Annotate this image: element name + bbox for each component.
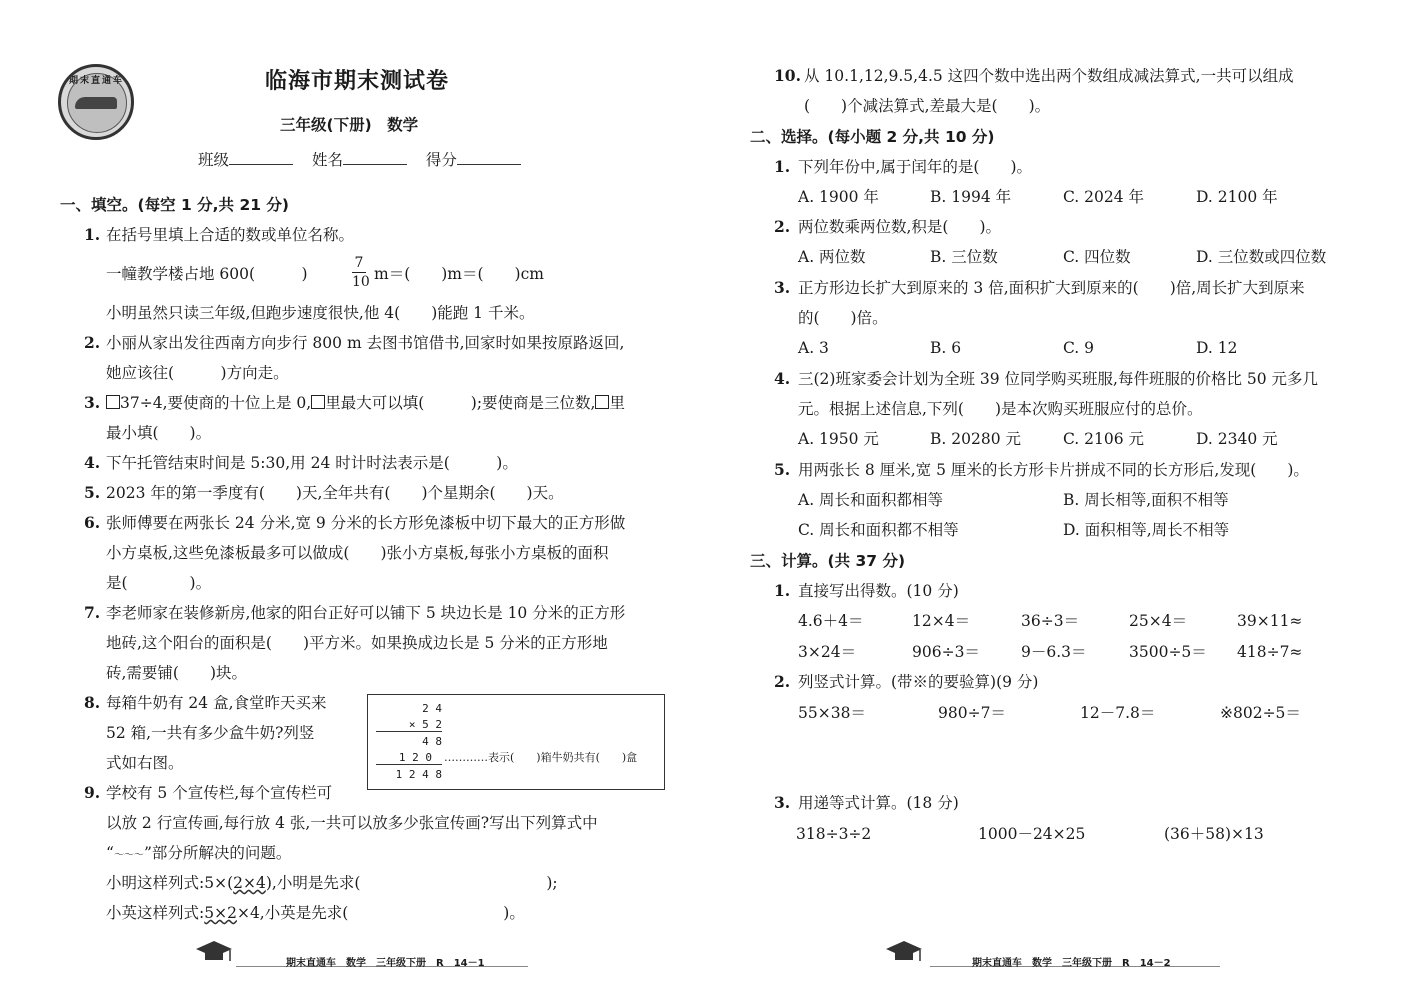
k1-r2-item: 906÷3＝	[912, 643, 980, 661]
c3-option-a[interactable]: A. 3	[798, 339, 829, 357]
right-page	[708, 0, 1415, 1000]
q9-line3-text: ”部分所解决的问题。	[143, 844, 292, 862]
k1-r1-item: 39×11≈	[1237, 612, 1303, 630]
k3-number: 3.	[774, 793, 791, 812]
train-icon	[75, 97, 117, 109]
calc-note: …………表示( )箱牛奶共有( )盒	[444, 751, 638, 764]
c4-option-b[interactable]: B. 20280 元	[930, 430, 1021, 448]
blank-square	[595, 395, 609, 409]
score-field[interactable]	[457, 150, 521, 165]
q6-line3: 是( )。	[106, 574, 212, 592]
q3-part-c: 里	[609, 394, 625, 412]
q2-line2: 她应该往( )方向走。	[106, 364, 289, 382]
q4-text: 下午托管结束时间是 5:30,用 24 时计时法表示是( )。	[106, 454, 518, 472]
fraction-denominator: 10	[352, 274, 370, 290]
q7-number: 7.	[84, 603, 101, 622]
class-field[interactable]	[229, 150, 293, 165]
k3-item: (36＋58)×13	[1164, 825, 1264, 843]
q9-line3	[106, 843, 291, 866]
q3-part-b: 里最大可以填( );要使商是三位数,	[325, 394, 596, 412]
info-line	[198, 150, 521, 170]
logo-text: 期末直通车	[69, 76, 125, 86]
k1-r2-item: 418÷7≈	[1237, 643, 1303, 661]
fraction-numerator: 7	[354, 255, 364, 271]
q1-text: 在括号里填上合适的数或单位名称。	[106, 226, 355, 244]
calc-row-4: 1 2 0	[398, 751, 432, 764]
q9-line4-a: 小明这样列式:5×(	[106, 874, 234, 892]
q10-line1: 从 10.1,12,9.5,4.5 这四个数中选出两个数组成减法算式,一共可以组成	[804, 67, 1294, 85]
c2-option-d[interactable]: D. 三位数或四位数	[1196, 248, 1327, 266]
k1-text: 直接写出得数。(10 分)	[798, 582, 959, 600]
q6-line1: 张师傅要在两张长 24 分米,宽 9 分米的长方形免漆板中切下最大的正方形做	[106, 514, 626, 532]
q2-number: 2.	[84, 333, 101, 352]
q9-line5-a: 小英这样列式:	[106, 904, 205, 922]
q9-line5	[106, 903, 525, 923]
page-subtitle: 三年级(下册) 数学	[280, 116, 419, 134]
c5-text: 用两张长 8 厘米,宽 5 厘米的长方形卡片拼成不同的长方形后,发现( )。	[798, 461, 1309, 479]
q8-line1: 每箱牛奶有 24 盒,食堂昨天买来	[106, 694, 327, 712]
q9-line1: 学校有 5 个宣传栏,每个宣传栏可	[106, 784, 333, 802]
q6-line2: 小方桌板,这些免漆板最多可以做成( )张小方桌板,每张小方桌板的面积	[106, 544, 609, 562]
c4-line2: 元。根据上述信息,下列( )是本次购买班服应付的总价。	[798, 400, 1203, 418]
q1-line2: 小明虽然只读三年级,但跑步速度很快,他 4( )能跑 1 千米。	[106, 304, 535, 322]
c1-option-a[interactable]: A. 1900 年	[798, 188, 879, 206]
blank-square	[106, 395, 120, 409]
k3-item: 318÷3÷2	[796, 825, 872, 843]
q1-fraction	[352, 255, 370, 290]
section-calculation: 三、计算。(共 37 分)	[750, 552, 906, 570]
q6-number: 6.	[84, 513, 101, 532]
q7-line1: 李老师家在装修新房,他家的阳台正好可以铺下 5 块边长是 10 分米的正方形	[106, 604, 626, 622]
score-label: 得分	[425, 151, 457, 169]
c3-line2: 的( )倍。	[798, 309, 888, 327]
c1-option-c[interactable]: C. 2024 年	[1063, 188, 1145, 206]
q9-line2: 以放 2 行宣传画,每行放 4 张,一共可以放多少张宣传画?写出下列算式中	[106, 814, 598, 832]
q4-number: 4.	[84, 453, 101, 472]
c5-option-a[interactable]: A. 周长和面积都相等	[798, 491, 944, 509]
c4-number: 4.	[774, 369, 791, 388]
calc-row-5: 1 2 4 8	[395, 768, 442, 781]
c2-text: 两位数乘两位数,积是( )。	[798, 218, 1002, 236]
class-label: 班级	[198, 151, 230, 169]
q9-number: 9.	[84, 783, 101, 802]
wavy-mark: ～～～	[113, 850, 144, 861]
c5-option-c[interactable]: C. 周长和面积都不相等	[798, 521, 959, 539]
k2-item: 55×38＝	[798, 704, 866, 722]
c3-option-b[interactable]: B. 6	[930, 339, 962, 357]
k3-item: 1000－24×25	[978, 825, 1086, 843]
q10-line2: ( )个减法算式,差最大是( )。	[804, 97, 1051, 115]
q8-line2: 52 箱,一共有多少盒牛奶?列竖	[106, 724, 315, 742]
c4-line1: 三(2)班家委会计划为全班 39 位同学购买班服,每件班服的价格比 50 元多几	[798, 370, 1319, 388]
calc-row-2: × 5 2	[408, 718, 442, 731]
k1-r1-item: 25×4＝	[1129, 612, 1188, 630]
q3-line1	[106, 393, 625, 413]
k1-r2-item: 3500÷5＝	[1129, 643, 1207, 661]
q7-line3: 砖,需要铺( )块。	[106, 664, 248, 682]
c1-option-b[interactable]: B. 1994 年	[930, 188, 1012, 206]
q9-line4-wavy: 2×4	[233, 874, 266, 892]
k3-text: 用递等式计算。(18 分)	[798, 794, 959, 812]
c2-number: 2.	[774, 217, 791, 236]
footer-left: 期末直通车 数学 三年级下册 R 14－1	[286, 958, 485, 969]
q9-line4	[106, 873, 558, 893]
c1-option-d[interactable]: D. 2100 年	[1196, 188, 1278, 206]
c2-option-a[interactable]: A. 两位数	[798, 248, 866, 266]
section-choice: 二、选择。(每小题 2 分,共 10 分)	[750, 128, 995, 146]
c5-number: 5.	[774, 460, 791, 479]
k1-r1-item: 36÷3＝	[1021, 612, 1080, 630]
q1-number: 1.	[84, 225, 101, 244]
page-title: 临海市期末测试卷	[265, 69, 450, 94]
graduation-cap-icon	[884, 939, 924, 969]
graduation-cap-icon	[194, 939, 234, 969]
k2-item: ※802÷5＝	[1220, 704, 1301, 722]
k1-r1-item: 4.6＋4＝	[798, 612, 864, 630]
c3-option-c[interactable]: C. 9	[1063, 339, 1095, 357]
q2-line1: 小丽从家出发往西南方向步行 800 m 去图书馆借书,回家时如果按原路返回,	[106, 334, 625, 352]
blank-square	[311, 395, 325, 409]
q5-text: 2023 年的第一季度有( )天,全年共有( )个星期余( )天。	[106, 484, 564, 502]
c1-number: 1.	[774, 157, 791, 176]
k1-number: 1.	[774, 581, 791, 600]
logo-badge	[58, 64, 134, 140]
k2-item: 980÷7＝	[938, 704, 1006, 722]
c4-option-d[interactable]: D. 2340 元	[1196, 430, 1278, 448]
q9-line5-wavy: 5×2	[204, 904, 237, 922]
c4-option-a[interactable]: A. 1950 元	[798, 430, 879, 448]
c5-option-b[interactable]: B. 周长相等,面积不相等	[1063, 491, 1229, 509]
c3-option-d[interactable]: D. 12	[1196, 339, 1238, 357]
k1-r1-item: 12×4＝	[912, 612, 971, 630]
c2-option-b[interactable]: B. 三位数	[930, 248, 998, 266]
k2-number: 2.	[774, 672, 791, 691]
k1-r2-item: 9－6.3＝	[1021, 643, 1087, 661]
quote-open: “	[106, 844, 114, 862]
q3-part-a: 37÷4,要使商的十位上是 0,	[120, 394, 312, 412]
c1-text: 下列年份中,属于闰年的是( )。	[798, 158, 1033, 176]
q1-line1a: 一幢教学楼占地 600( )	[106, 265, 308, 283]
q5-number: 5.	[84, 483, 101, 502]
c3-line1: 正方形边长扩大到原来的 3 倍,面积扩大到原来的( )倍,周长扩大到原来	[798, 279, 1305, 297]
q10-number: 10.	[774, 66, 801, 85]
q8-number: 8.	[84, 693, 101, 712]
k2-item: 12－7.8＝	[1080, 704, 1156, 722]
q3-line2: 最小填( )。	[106, 424, 212, 442]
c3-number: 3.	[774, 278, 791, 297]
vertical-calculation-box	[367, 694, 665, 790]
calc-row-1: 2 4	[422, 702, 442, 715]
q7-line2: 地砖,这个阳台的面积是( )平方米。如果换成边长是 5 分米的正方形地	[106, 634, 608, 652]
c4-option-c[interactable]: C. 2106 元	[1063, 430, 1145, 448]
name-field[interactable]	[343, 150, 407, 165]
footer-right: 期末直通车 数学 三年级下册 R 14－2	[972, 958, 1171, 969]
q9-line5-b: ×4,小英是先求( )。	[236, 904, 525, 922]
section-fill-in: 一、填空。(每空 1 分,共 21 分)	[60, 196, 289, 214]
q8-line3: 式如右图。	[106, 754, 184, 772]
left-page	[0, 0, 707, 1000]
c5-option-d[interactable]: D. 面积相等,周长不相等	[1063, 521, 1230, 539]
calc-row-3: 4 8	[422, 735, 442, 748]
name-label: 姓名	[311, 151, 343, 169]
q9-line4-b: ),小明是先求( );	[265, 874, 558, 892]
q3-number: 3.	[84, 393, 101, 412]
c2-option-c[interactable]: C. 四位数	[1063, 248, 1131, 266]
q1-line1b: m＝( )m＝( )cm	[374, 265, 544, 283]
k2-text: 列竖式计算。(带※的要验算)(9 分)	[798, 673, 1039, 691]
k1-r2-item: 3×24＝	[798, 643, 857, 661]
